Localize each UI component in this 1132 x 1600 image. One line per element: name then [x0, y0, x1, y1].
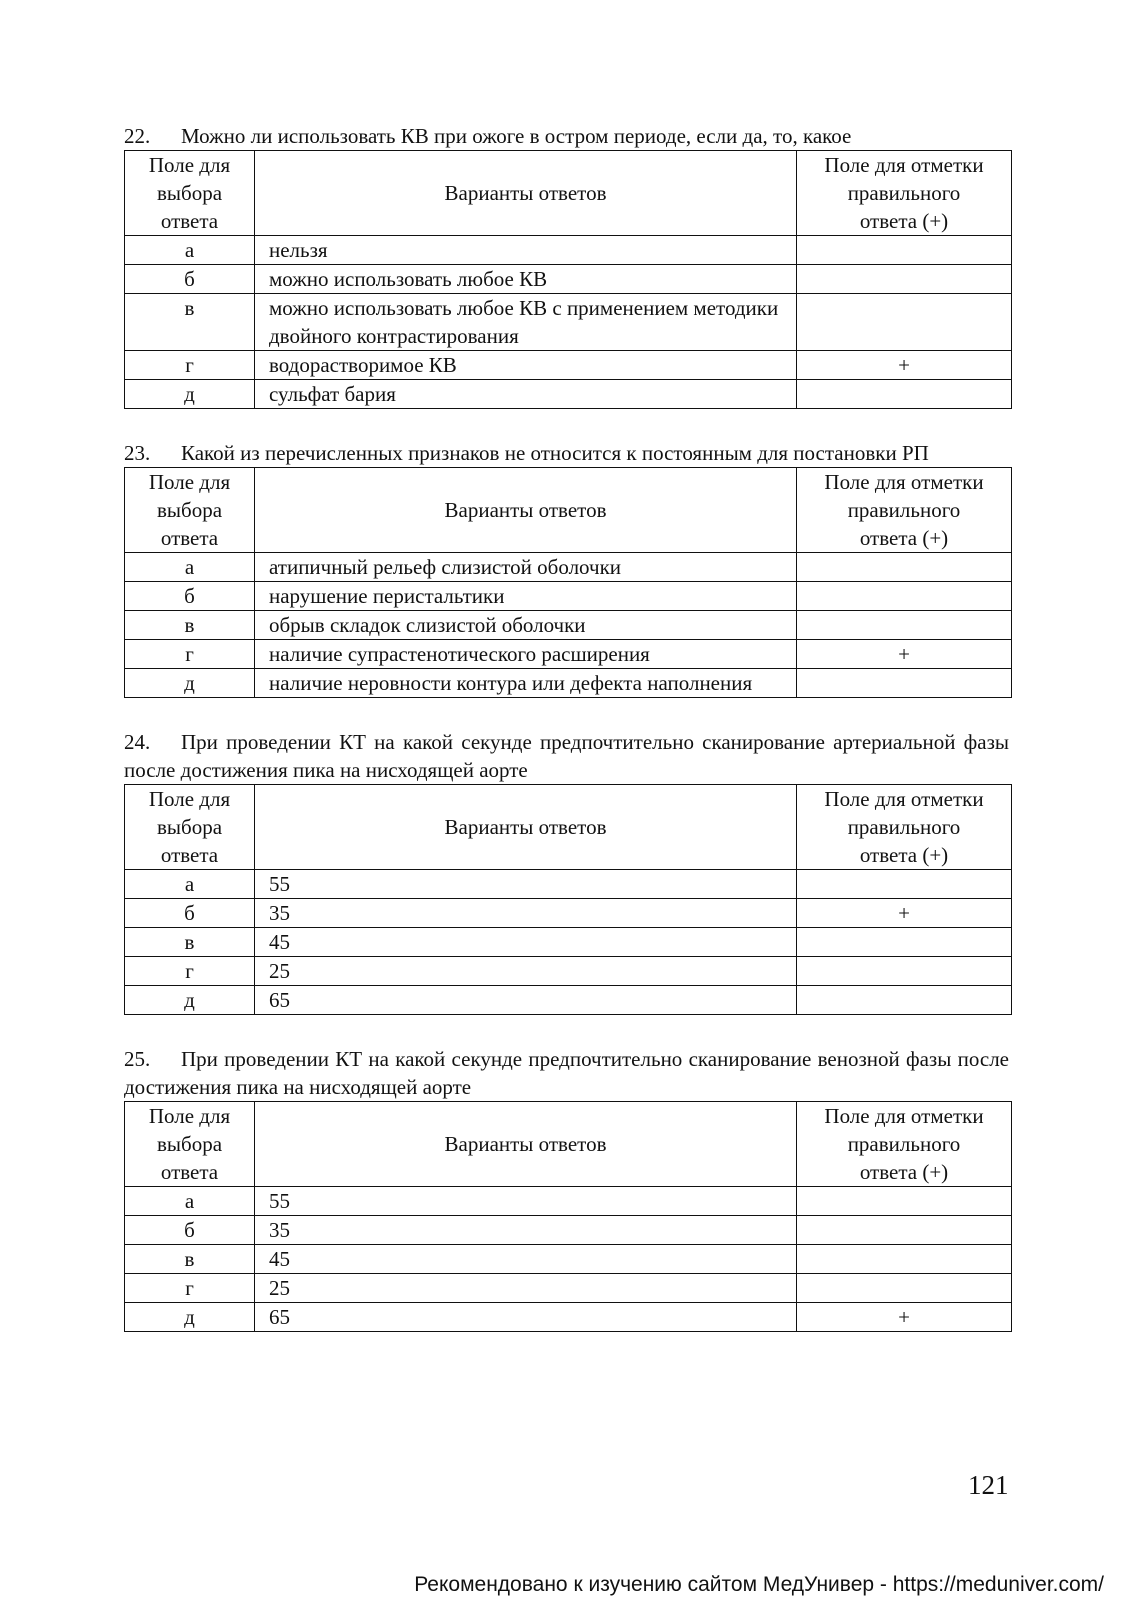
table-row: г 25 [125, 957, 1012, 986]
question-25 [124, 1045, 1009, 1101]
table-header-row [125, 151, 1012, 236]
table-row: г водорастворимое КВ + [125, 351, 1012, 380]
table-row: в 45 [125, 1245, 1012, 1274]
table-row: а 55 [125, 870, 1012, 899]
question-text: Какой из перечисленных признаков не относится к постоянным для постановки РП [181, 441, 929, 465]
question-text: При проведении КТ на какой секунде предпочтительно сканирование артериальной фазы после достижения пика на нисходящей аорте [124, 730, 1009, 782]
header-options-cell: Варианты ответов [255, 785, 797, 870]
header-choice-cell: Поле для выбора ответа [125, 785, 255, 870]
footer-recommendation: Рекомендовано к изучению сайтом МедУнивер - https://meduniver.com/ [414, 1573, 1104, 1596]
table-row: б можно использовать любое КВ [125, 265, 1012, 294]
header-options-cell: Варианты ответов [255, 151, 797, 236]
table-header-row [125, 1102, 1012, 1187]
table-row: а нельзя [125, 236, 1012, 265]
table-row: б 35 + [125, 899, 1012, 928]
table-row: в можно использовать любое КВ с применением методики двойного контрастирования [125, 294, 1012, 351]
question-text: Можно ли использовать КВ при ожоге в остром периоде, если да, то, какое [181, 124, 852, 148]
table-row: д 65 + [125, 1303, 1012, 1332]
header-mark-cell: Поле для отметки правильного ответа (+) [797, 785, 1012, 870]
table-row: а 55 [125, 1187, 1012, 1216]
table-row: г наличие супрастенотического расширения + [125, 640, 1012, 669]
table-header-row [125, 785, 1012, 870]
header-mark-cell: Поле для отметки правильного ответа (+) [797, 468, 1012, 553]
question-text: При проведении КТ на какой секунде предпочтительно сканирование венозной фазы после достижения пика на нисходящей аорте [124, 1047, 1009, 1099]
table-row: д 65 [125, 986, 1012, 1015]
answers-table-25 [124, 1101, 1012, 1332]
header-mark-cell: Поле для отметки правильного ответа (+) [797, 151, 1012, 236]
answers-table-22 [124, 150, 1012, 409]
page-content [124, 122, 1009, 1332]
header-choice-cell: Поле для выбора ответа [125, 151, 255, 236]
question-number: 24. [124, 730, 151, 754]
table-row: б нарушение перистальтики [125, 582, 1012, 611]
header-mark-cell: Поле для отметки правильного ответа (+) [797, 1102, 1012, 1187]
table-row: а атипичный рельеф слизистой оболочки [125, 553, 1012, 582]
question-number: 25. [124, 1047, 151, 1071]
table-row: г 25 [125, 1274, 1012, 1303]
header-options-cell: Варианты ответов [255, 1102, 797, 1187]
header-choice-cell: Поле для выбора ответа [125, 468, 255, 553]
table-row: в 45 [125, 928, 1012, 957]
question-22 [124, 122, 1009, 150]
table-row: б 35 [125, 1216, 1012, 1245]
answers-table-24 [124, 784, 1012, 1015]
answers-table-23 [124, 467, 1012, 698]
header-choice-cell: Поле для выбора ответа [125, 1102, 255, 1187]
question-23 [124, 439, 1009, 467]
question-24 [124, 728, 1009, 784]
question-number: 22. [124, 124, 151, 148]
table-row: д наличие неровности контура или дефекта наполнения [125, 669, 1012, 698]
question-number: 23. [124, 441, 151, 465]
table-row: в обрыв складок слизистой оболочки [125, 611, 1012, 640]
table-header-row [125, 468, 1012, 553]
header-options-cell: Варианты ответов [255, 468, 797, 553]
page-number: 121 [968, 1470, 1009, 1500]
table-row: д сульфат бария [125, 380, 1012, 409]
